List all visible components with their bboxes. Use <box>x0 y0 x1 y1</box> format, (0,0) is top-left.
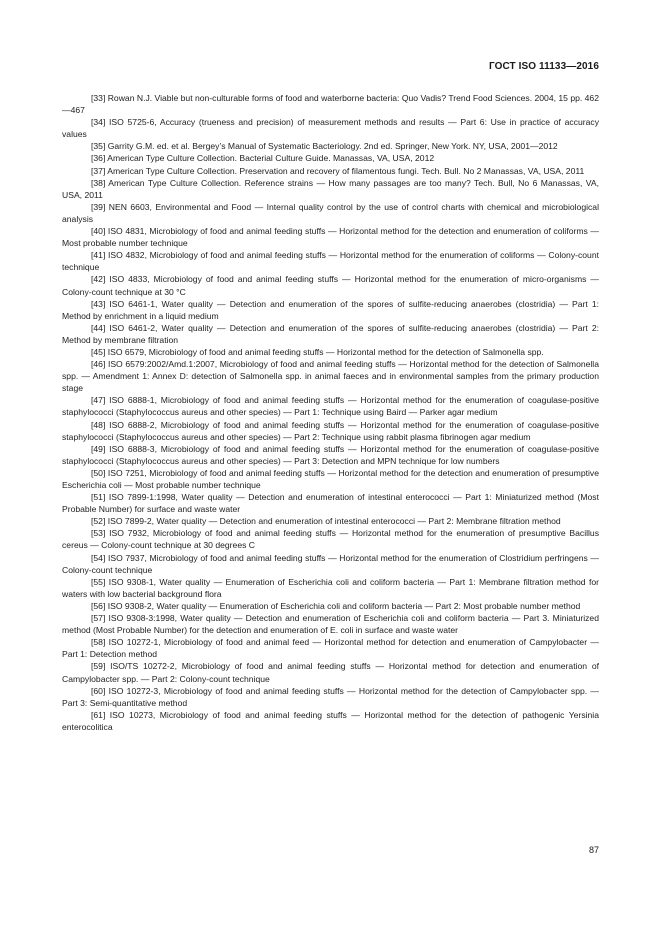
reference-item: [48] ISO 6888-2, Microbiology of food and animal feeding stuffs — Horizontal method for the enumeration of coagulase-positive staphylococci (Staphylococcus aureus and other species) — Part 2: Technique using rabbit plasma fibrinogen agar medium <box>62 419 599 442</box>
reference-item: [43] ISO 6461-1, Water quality — Detection and enumeration of the spores of sulfite-reducing anaerobes (clostridia) — Part 1: Method by enrichment in a liquid medium <box>62 298 599 321</box>
reference-item: [56] ISO 9308-2, Water quality — Enumeration of Escherichia coli and coliform bacteria — Part 2: Most probable number method <box>91 600 581 611</box>
reference-item: [52] ISO 7899-2, Water quality — Detection and enumeration of intestinal enterococci — Part 2: Membrane filtration method <box>91 516 561 527</box>
reference-item: [51] ISO 7899-1:1998, Water quality — Detection and enumeration of intestinal enterococci — Part 1: Miniaturized method (Most Probable Number) for surface and waste water <box>62 492 599 515</box>
reference-item: [33] Rowan N.J. Viable but non-culturable forms of food and waterborne bacteria: Quo Vadis? Trend Food Sciences. 2004, 15 pp. 462—467 <box>62 93 599 116</box>
reference-item: [53] ISO 7932, Microbiology of food and animal feeding stuffs — Horizontal method for the enumeration of presumptive Bacillus cereus — Colony-count technique at 30 degrees C <box>62 528 599 551</box>
reference-item: [49] ISO 6888-3, Microbiology of food and animal feeding stuffs — Horizontal method for the enumeration of coagulase-positive staphylococci (Staphylococcus aureus and other species) — Part 3: Detection and MPN technique for low numbers <box>62 443 599 466</box>
reference-list <box>62 92 599 733</box>
reference-item: [54] ISO 7937, Microbiology of food and animal feeding stuffs — Horizontal method for the enumeration of Clostridium perfringens — Colony-count technique <box>62 552 599 575</box>
page-number: 87 <box>588 845 599 855</box>
reference-item: [60] ISO 10272-3, Microbiology of food and animal feeding stuffs — Horizontal method for the detection of Campylobacter spp. — Part 3: Semi-quantitative method <box>62 685 599 708</box>
reference-item: [58] ISO 10272-1, Microbiology of food and animal feed — Horizontal method for detection and enumeration of Campylobacter — Part 1: Detection method <box>62 637 599 660</box>
reference-item: [55] ISO 9308-1, Water quality — Enumeration of Escherichia coli and coliform bacteria — Part 1: Membrane filtration method for waters with low bacterial background flora <box>62 576 599 599</box>
reference-item: [59] ISO/TS 10272-2, Microbiology of food and animal feeding stuffs — Horizontal method for detection and enumeration of Campylobacter spp. — Part 2: Colony-count technique <box>62 661 599 684</box>
reference-item: [57] ISO 9308-3:1998, Water quality — Detection and enumeration of Escherichia coli and coliform bacteria — Part 3. Miniaturized method (Most Probable Number) for the detection and enumeration of E. coli in surface and waste water <box>62 613 599 636</box>
reference-item: [40] ISO 4831, Microbiology of food and animal feeding stuffs — Horizontal method for the detection and enumeration of coliforms — Most probable number technique <box>62 226 599 249</box>
reference-item: [45] ISO 6579, Microbiology of food and animal feeding stuffs — Horizontal method for the detection of Salmonella spp. <box>91 346 544 357</box>
reference-item: [46] ISO 6579:2002/Amd.1:2007, Microbiology of food and animal feeding stuffs — Horizontal method for the detection of Salmonella spp. — Amendment 1: Annex D: detection of Salmonella spp. in animal faeces and in environmental samples from the primary production stage <box>62 359 599 394</box>
reference-item: [42] ISO 4833, Microbiology of food and animal feeding stuffs — Horizontal method for the enumeration of micro-organisms — Colony-count technique at 30 °C <box>62 274 599 297</box>
reference-item: [34] ISO 5725-6, Accuracy (trueness and precision) of measurement methods and results — Part 6: Use in practice of accuracy values <box>62 117 599 140</box>
reference-item: [38] American Type Culture Collection. Reference strains — How many passages are too many? Tech. Bull, No 6 Manassas, VA, USA, 2011 <box>62 177 599 200</box>
reference-item: [61] ISO 10273, Microbiology of food and animal feeding stuffs — Horizontal method for the detection of pathogenic Yersinia enterocolitica <box>62 709 599 732</box>
reference-item: [39] NEN 6603, Environmental and Food — Internal quality control by the use of control charts with chemical and microbiological analysis <box>62 201 599 224</box>
reference-item: [35] Garrity G.M. ed. et al. Bergey’s Manual of Systematic Bacteriology. 2nd ed. Springer, New York. NY, USA, 2001—2012 <box>91 141 558 152</box>
reference-item: [37] American Type Culture Collection. Preservation and recovery of filamentous fungi. Tech. Bull. No 2 Manassas, VA, USA, 2011 <box>91 165 585 176</box>
reference-item: [36] American Type Culture Collection. Bacterial Culture Guide. Manassas, VA, USA, 2012 <box>91 153 435 164</box>
reference-item: [41] ISO 4832, Microbiology of food and animal feeding stuffs — Horizontal method for the enumeration of coliforms — Colony-count technique <box>62 250 599 273</box>
reference-item: [50] ISO 7251, Microbiology of food and animal feeding stuffs — Horizontal method for the detection and enumeration of presumptive Escherichia coli — Most probable number technique <box>62 467 599 490</box>
standard-header: ГОСТ ISO 11133—2016 <box>488 61 599 72</box>
reference-item: [44] ISO 6461-2, Water quality — Detection and enumeration of the spores of sulfite-reducing anaerobes (clostridia) — Part 2: Method by membrane filtration <box>62 322 599 345</box>
reference-item: [47] ISO 6888-1, Microbiology of food and animal feeding stuffs — Horizontal method for the enumeration of coagulase-positive staphylococci (Staphylococcus aureus and other species) — Part 1: Technique using Baird — Parker agar medium <box>62 395 599 418</box>
